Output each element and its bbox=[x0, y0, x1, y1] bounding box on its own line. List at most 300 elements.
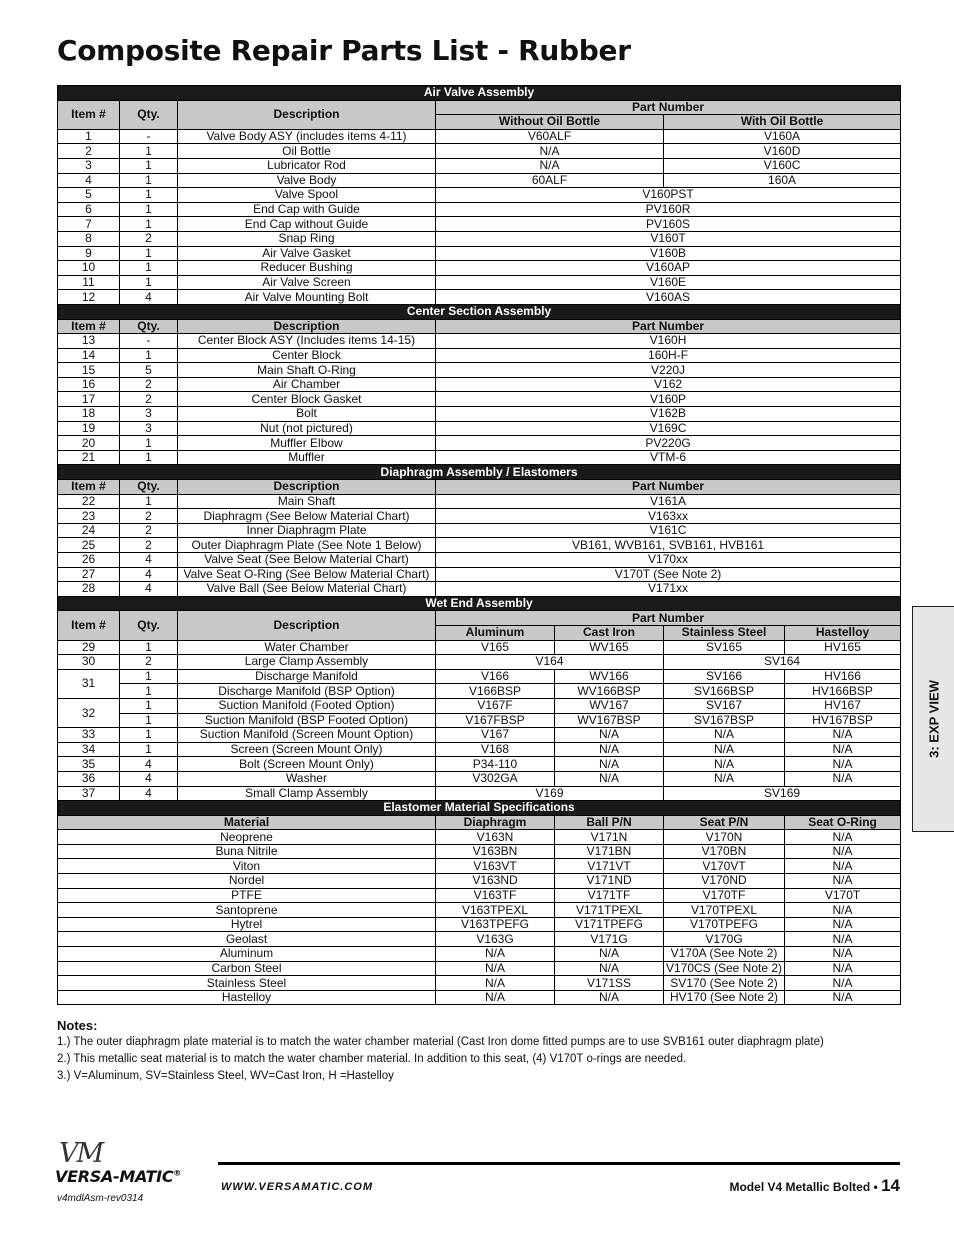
page-title: Composite Repair Parts List - Rubber bbox=[57, 34, 631, 67]
ball-part: V171G bbox=[555, 932, 664, 947]
part-stainless: SV167 bbox=[664, 698, 785, 713]
description: Center Block Gasket bbox=[178, 392, 436, 407]
table-row bbox=[58, 275, 901, 290]
table-row bbox=[58, 786, 901, 801]
quantity: 3 bbox=[120, 421, 178, 436]
quantity: 4 bbox=[120, 582, 178, 597]
description: Large Clamp Assembly bbox=[178, 655, 436, 670]
ball-part: N/A bbox=[555, 961, 664, 976]
description: Screen (Screen Mount Only) bbox=[178, 742, 436, 757]
seat-part: V170CS (See Note 2) bbox=[664, 961, 785, 976]
description: Reducer Bushing bbox=[178, 261, 436, 276]
part-aluminum-cast-iron: V164 bbox=[436, 655, 664, 670]
description: Muffler bbox=[178, 450, 436, 465]
part-stainless-hastelloy: SV164 bbox=[664, 655, 901, 670]
seat-oring-part: N/A bbox=[785, 917, 901, 932]
item-number: 30 bbox=[58, 655, 120, 670]
part-aluminum: V167 bbox=[436, 728, 555, 743]
footer-rule bbox=[218, 1162, 900, 1165]
header-item: Item # bbox=[58, 611, 120, 640]
table-row bbox=[58, 771, 901, 786]
table-row bbox=[58, 947, 901, 962]
item-number: 33 bbox=[58, 728, 120, 743]
quantity: 1 bbox=[120, 246, 178, 261]
description: Lubricator Rod bbox=[178, 158, 436, 173]
table-row bbox=[58, 363, 901, 378]
quantity: 4 bbox=[120, 757, 178, 772]
material: Stainless Steel bbox=[58, 976, 436, 991]
quantity: 1 bbox=[120, 202, 178, 217]
part-hastelloy: HV165 bbox=[785, 640, 901, 655]
diaphragm-part: V163VT bbox=[436, 859, 555, 874]
header-ball: Ball P/N bbox=[555, 815, 664, 830]
description: Nut (not pictured) bbox=[178, 421, 436, 436]
seat-oring-part: N/A bbox=[785, 874, 901, 889]
part-aluminum: V302GA bbox=[436, 771, 555, 786]
ball-part: N/A bbox=[555, 947, 664, 962]
quantity: 4 bbox=[120, 290, 178, 305]
description: Valve Body bbox=[178, 173, 436, 188]
website-link[interactable]: WWW.VERSAMATIC.COM bbox=[221, 1181, 374, 1193]
description: Muffler Elbow bbox=[178, 436, 436, 451]
table-row bbox=[58, 888, 901, 903]
material: PTFE bbox=[58, 888, 436, 903]
part-with-oil: V160D bbox=[664, 144, 901, 159]
side-tab[interactable] bbox=[912, 606, 954, 832]
description: Bolt (Screen Mount Only) bbox=[178, 757, 436, 772]
quantity: 1 bbox=[120, 217, 178, 232]
logo-word bbox=[55, 1167, 181, 1186]
seat-part: SV170 (See Note 2) bbox=[664, 976, 785, 991]
header-part-number: Part Number bbox=[436, 611, 901, 626]
seat-part: V170BN bbox=[664, 844, 785, 859]
table-row bbox=[58, 917, 901, 932]
description: Center Block bbox=[178, 348, 436, 363]
separator-dot: • bbox=[873, 1180, 878, 1194]
description: Suction Manifold (Footed Option) bbox=[178, 698, 436, 713]
seat-part: V170N bbox=[664, 830, 785, 845]
quantity: 1 bbox=[120, 742, 178, 757]
description: Outer Diaphragm Plate (See Note 1 Below) bbox=[178, 538, 436, 553]
description: Valve Ball (See Below Material Chart) bbox=[178, 582, 436, 597]
part-aluminum: V167F bbox=[436, 698, 555, 713]
seat-oring-part: N/A bbox=[785, 903, 901, 918]
item-number: 17 bbox=[58, 392, 120, 407]
column-header-row bbox=[58, 100, 901, 115]
item-number: 31 bbox=[58, 669, 120, 698]
table-row bbox=[58, 450, 901, 465]
item-number: 8 bbox=[58, 231, 120, 246]
table-row bbox=[58, 698, 901, 713]
header-material: Material bbox=[58, 815, 436, 830]
part-number: V170xx bbox=[436, 553, 901, 568]
description: Main Shaft O-Ring bbox=[178, 363, 436, 378]
ball-part: N/A bbox=[555, 990, 664, 1005]
table-row bbox=[58, 217, 901, 232]
quantity: 1 bbox=[120, 158, 178, 173]
section-diaphragm bbox=[58, 465, 901, 480]
item-number: 35 bbox=[58, 757, 120, 772]
item-number: 34 bbox=[58, 742, 120, 757]
notes-title: Notes: bbox=[57, 1018, 98, 1033]
logo-word-text: VERSA-MATIC bbox=[55, 1167, 174, 1186]
header-with-oil: With Oil Bottle bbox=[664, 115, 901, 130]
quantity: 2 bbox=[120, 509, 178, 524]
part-number: V171xx bbox=[436, 582, 901, 597]
ball-part: V171BN bbox=[555, 844, 664, 859]
quantity: 4 bbox=[120, 771, 178, 786]
table-row bbox=[58, 961, 901, 976]
part-number: V160P bbox=[436, 392, 901, 407]
seat-oring-part: N/A bbox=[785, 932, 901, 947]
quantity: 1 bbox=[120, 669, 178, 684]
quantity: 1 bbox=[120, 698, 178, 713]
description: Small Clamp Assembly bbox=[178, 786, 436, 801]
item-number: 27 bbox=[58, 567, 120, 582]
quantity: 1 bbox=[120, 275, 178, 290]
quantity: 1 bbox=[120, 450, 178, 465]
seat-oring-part: N/A bbox=[785, 990, 901, 1005]
diaphragm-part: V163TPEFG bbox=[436, 917, 555, 932]
table-row bbox=[58, 231, 901, 246]
table-row bbox=[58, 158, 901, 173]
diaphragm-part: N/A bbox=[436, 947, 555, 962]
table-row bbox=[58, 990, 901, 1005]
item-number: 19 bbox=[58, 421, 120, 436]
quantity: 2 bbox=[120, 377, 178, 392]
parts-table bbox=[57, 85, 901, 1005]
part-cast-iron: WV166 bbox=[555, 669, 664, 684]
quantity: 2 bbox=[120, 392, 178, 407]
seat-part: HV170 (See Note 2) bbox=[664, 990, 785, 1005]
description: Snap Ring bbox=[178, 231, 436, 246]
table-row bbox=[58, 188, 901, 203]
item-number: 23 bbox=[58, 509, 120, 524]
description: End Cap without Guide bbox=[178, 217, 436, 232]
item-number: 10 bbox=[58, 261, 120, 276]
table-row bbox=[58, 392, 901, 407]
diaphragm-part: N/A bbox=[436, 961, 555, 976]
description: Valve Spool bbox=[178, 188, 436, 203]
item-number: 2 bbox=[58, 144, 120, 159]
item-number: 16 bbox=[58, 377, 120, 392]
table-row bbox=[58, 669, 901, 684]
part-number: V160AS bbox=[436, 290, 901, 305]
item-number: 15 bbox=[58, 363, 120, 378]
seat-oring-part: N/A bbox=[785, 976, 901, 991]
material: Santoprene bbox=[58, 903, 436, 918]
item-number: 25 bbox=[58, 538, 120, 553]
part-cast-iron: N/A bbox=[555, 757, 664, 772]
material: Aluminum bbox=[58, 947, 436, 962]
header-cast-iron: Cast Iron bbox=[555, 625, 664, 640]
section-center bbox=[58, 304, 901, 319]
part-stainless: N/A bbox=[664, 728, 785, 743]
table-row bbox=[58, 859, 901, 874]
part-number: V169C bbox=[436, 421, 901, 436]
quantity: 1 bbox=[120, 640, 178, 655]
quantity: 1 bbox=[120, 684, 178, 699]
header-diaphragm: Diaphragm bbox=[436, 815, 555, 830]
part-aluminum: P34-110 bbox=[436, 757, 555, 772]
part-number: V162 bbox=[436, 377, 901, 392]
ball-part: V171N bbox=[555, 830, 664, 845]
note-3: 3.) V=Aluminum, SV=Stainless Steel, WV=Cast Iron, H =Hastelloy bbox=[57, 1070, 394, 1082]
section-title: Air Valve Assembly bbox=[58, 86, 901, 101]
description: Air Valve Mounting Bolt bbox=[178, 290, 436, 305]
header-hastelloy: Hastelloy bbox=[785, 625, 901, 640]
header-item: Item # bbox=[58, 480, 120, 495]
seat-part: V170TPEFG bbox=[664, 917, 785, 932]
seat-oring-part: V170T bbox=[785, 888, 901, 903]
description: Diaphragm (See Below Material Chart) bbox=[178, 509, 436, 524]
table-row bbox=[58, 538, 901, 553]
part-hastelloy: HV167 bbox=[785, 698, 901, 713]
column-header-row bbox=[58, 319, 901, 334]
header-part-number: Part Number bbox=[436, 480, 901, 495]
item-number: 29 bbox=[58, 640, 120, 655]
description: Valve Seat O-Ring (See Below Material Chart) bbox=[178, 567, 436, 582]
item-number: 24 bbox=[58, 523, 120, 538]
quantity: 5 bbox=[120, 363, 178, 378]
part-hastelloy: N/A bbox=[785, 742, 901, 757]
description: Bolt bbox=[178, 407, 436, 422]
doc-id: v4mdlAsm-rev0314 bbox=[57, 1193, 144, 1204]
quantity: 1 bbox=[120, 436, 178, 451]
header-aluminum: Aluminum bbox=[436, 625, 555, 640]
part-number: V160E bbox=[436, 275, 901, 290]
quantity: 2 bbox=[120, 523, 178, 538]
part-stainless: SV166BSP bbox=[664, 684, 785, 699]
item-number: 11 bbox=[58, 275, 120, 290]
quantity: 4 bbox=[120, 786, 178, 801]
column-header-row bbox=[58, 611, 901, 626]
part-stainless: SV166 bbox=[664, 669, 785, 684]
header-seat-oring: Seat O-Ring bbox=[785, 815, 901, 830]
part-hastelloy: N/A bbox=[785, 728, 901, 743]
description: Washer bbox=[178, 771, 436, 786]
table-row bbox=[58, 640, 901, 655]
part-without-oil: V60ALF bbox=[436, 129, 664, 144]
table-row bbox=[58, 334, 901, 349]
item-number: 22 bbox=[58, 494, 120, 509]
diaphragm-part: N/A bbox=[436, 976, 555, 991]
diaphragm-part: V163BN bbox=[436, 844, 555, 859]
part-hastelloy: N/A bbox=[785, 771, 901, 786]
part-without-oil: 60ALF bbox=[436, 173, 664, 188]
model-name: Model V4 Metallic Bolted bbox=[729, 1180, 871, 1194]
part-aluminum: V166 bbox=[436, 669, 555, 684]
part-number: PV160S bbox=[436, 217, 901, 232]
quantity: - bbox=[120, 129, 178, 144]
table-row bbox=[58, 742, 901, 757]
parts-table-body bbox=[58, 86, 901, 1005]
item-number: 32 bbox=[58, 698, 120, 727]
note-1: 1.) The outer diaphragm plate material is to match the water chamber material (Cast Iron dome fitted pumps are to use SVB161 outer diaphragm plate) bbox=[57, 1036, 824, 1048]
seat-part: V170ND bbox=[664, 874, 785, 889]
description: Oil Bottle bbox=[178, 144, 436, 159]
part-cast-iron: N/A bbox=[555, 742, 664, 757]
seat-oring-part: N/A bbox=[785, 947, 901, 962]
description: Air Valve Gasket bbox=[178, 246, 436, 261]
quantity: 1 bbox=[120, 188, 178, 203]
part-number: V160PST bbox=[436, 188, 901, 203]
quantity: 4 bbox=[120, 553, 178, 568]
item-number: 14 bbox=[58, 348, 120, 363]
part-number: V160B bbox=[436, 246, 901, 261]
header-description: Description bbox=[178, 100, 436, 129]
table-row bbox=[58, 202, 901, 217]
table-row bbox=[58, 932, 901, 947]
section-title: Wet End Assembly bbox=[58, 596, 901, 611]
material: Nordel bbox=[58, 874, 436, 889]
header-part-number: Part Number bbox=[436, 100, 901, 115]
note-2: 2.) This metallic seat material is to match the water chamber material. In addition to this seat, (4) V170T o-rings are needed. bbox=[57, 1053, 687, 1065]
description: End Cap with Guide bbox=[178, 202, 436, 217]
part-with-oil: V160A bbox=[664, 129, 901, 144]
table-row bbox=[58, 684, 901, 699]
description: Air Valve Screen bbox=[178, 275, 436, 290]
table-row bbox=[58, 976, 901, 991]
material: Buna Nitrile bbox=[58, 844, 436, 859]
material: Neoprene bbox=[58, 830, 436, 845]
diaphragm-part: V163N bbox=[436, 830, 555, 845]
seat-part: V170VT bbox=[664, 859, 785, 874]
quantity: 1 bbox=[120, 173, 178, 188]
table-row bbox=[58, 757, 901, 772]
part-stainless: SV167BSP bbox=[664, 713, 785, 728]
part-hastelloy: HV166 bbox=[785, 669, 901, 684]
quantity: 2 bbox=[120, 655, 178, 670]
description: Discharge Manifold bbox=[178, 669, 436, 684]
item-number: 5 bbox=[58, 188, 120, 203]
seat-oring-part: N/A bbox=[785, 961, 901, 976]
quantity: 2 bbox=[120, 231, 178, 246]
quantity: 1 bbox=[120, 728, 178, 743]
part-cast-iron: WV165 bbox=[555, 640, 664, 655]
quantity: 1 bbox=[120, 261, 178, 276]
section-elastomer bbox=[58, 801, 901, 816]
header-qty: Qty. bbox=[120, 611, 178, 640]
part-number: V170T (See Note 2) bbox=[436, 567, 901, 582]
item-number: 37 bbox=[58, 786, 120, 801]
ball-part: V171VT bbox=[555, 859, 664, 874]
part-cast-iron: N/A bbox=[555, 771, 664, 786]
seat-part: V170G bbox=[664, 932, 785, 947]
part-number: V160H bbox=[436, 334, 901, 349]
table-row bbox=[58, 830, 901, 845]
quantity: 1 bbox=[120, 348, 178, 363]
table-row bbox=[58, 421, 901, 436]
table-row bbox=[58, 874, 901, 889]
part-aluminum: V165 bbox=[436, 640, 555, 655]
description: Water Chamber bbox=[178, 640, 436, 655]
table-row bbox=[58, 377, 901, 392]
quantity: - bbox=[120, 334, 178, 349]
part-stainless: N/A bbox=[664, 757, 785, 772]
quantity: 1 bbox=[120, 494, 178, 509]
item-number: 26 bbox=[58, 553, 120, 568]
table-row bbox=[58, 173, 901, 188]
part-with-oil: V160C bbox=[664, 158, 901, 173]
seat-part: V170TF bbox=[664, 888, 785, 903]
table-row bbox=[58, 655, 901, 670]
description: Suction Manifold (Screen Mount Option) bbox=[178, 728, 436, 743]
ball-part: V171TPEXL bbox=[555, 903, 664, 918]
part-number: PV160R bbox=[436, 202, 901, 217]
part-cast-iron: N/A bbox=[555, 728, 664, 743]
page-number: 14 bbox=[881, 1176, 900, 1195]
part-stainless: N/A bbox=[664, 771, 785, 786]
table-row bbox=[58, 567, 901, 582]
material: Geolast bbox=[58, 932, 436, 947]
section-title: Diaphragm Assembly / Elastomers bbox=[58, 465, 901, 480]
part-number: 160H-F bbox=[436, 348, 901, 363]
table-row bbox=[58, 407, 901, 422]
material: Hytrel bbox=[58, 917, 436, 932]
header-description: Description bbox=[178, 480, 436, 495]
column-header-row bbox=[58, 480, 901, 495]
seat-oring-part: N/A bbox=[785, 830, 901, 845]
part-cast-iron: WV167 bbox=[555, 698, 664, 713]
ball-part: V171TPEFG bbox=[555, 917, 664, 932]
diaphragm-part: V163TF bbox=[436, 888, 555, 903]
header-qty: Qty. bbox=[120, 480, 178, 495]
table-row bbox=[58, 261, 901, 276]
section-title: Center Section Assembly bbox=[58, 304, 901, 319]
table-row bbox=[58, 728, 901, 743]
part-number: VTM-6 bbox=[436, 450, 901, 465]
section-air-valve bbox=[58, 86, 901, 101]
table-row bbox=[58, 553, 901, 568]
table-row bbox=[58, 713, 901, 728]
table-row bbox=[58, 523, 901, 538]
table-row bbox=[58, 144, 901, 159]
quantity: 1 bbox=[120, 144, 178, 159]
part-without-oil: N/A bbox=[436, 158, 664, 173]
header-qty: Qty. bbox=[120, 100, 178, 129]
item-number: 12 bbox=[58, 290, 120, 305]
table-row bbox=[58, 903, 901, 918]
part-number: V161A bbox=[436, 494, 901, 509]
seat-oring-part: N/A bbox=[785, 859, 901, 874]
description: Suction Manifold (BSP Footed Option) bbox=[178, 713, 436, 728]
table-row bbox=[58, 129, 901, 144]
description: Air Chamber bbox=[178, 377, 436, 392]
header-qty: Qty. bbox=[120, 319, 178, 334]
header-description: Description bbox=[178, 611, 436, 640]
description: Valve Body ASY (includes items 4-11) bbox=[178, 129, 436, 144]
table-row bbox=[58, 494, 901, 509]
diaphragm-part: V163G bbox=[436, 932, 555, 947]
item-number: 21 bbox=[58, 450, 120, 465]
diaphragm-part: N/A bbox=[436, 990, 555, 1005]
part-aluminum: V167FBSP bbox=[436, 713, 555, 728]
part-stainless: SV165 bbox=[664, 640, 785, 655]
seat-part: V170A (See Note 2) bbox=[664, 947, 785, 962]
section-title: Elastomer Material Specifications bbox=[58, 801, 901, 816]
part-without-oil: N/A bbox=[436, 144, 664, 159]
header-item: Item # bbox=[58, 100, 120, 129]
material: Viton bbox=[58, 859, 436, 874]
table-row bbox=[58, 348, 901, 363]
header-description: Description bbox=[178, 319, 436, 334]
table-row bbox=[58, 290, 901, 305]
versa-matic-logo bbox=[55, 1140, 220, 1195]
item-number: 4 bbox=[58, 173, 120, 188]
item-number: 3 bbox=[58, 158, 120, 173]
item-number: 9 bbox=[58, 246, 120, 261]
